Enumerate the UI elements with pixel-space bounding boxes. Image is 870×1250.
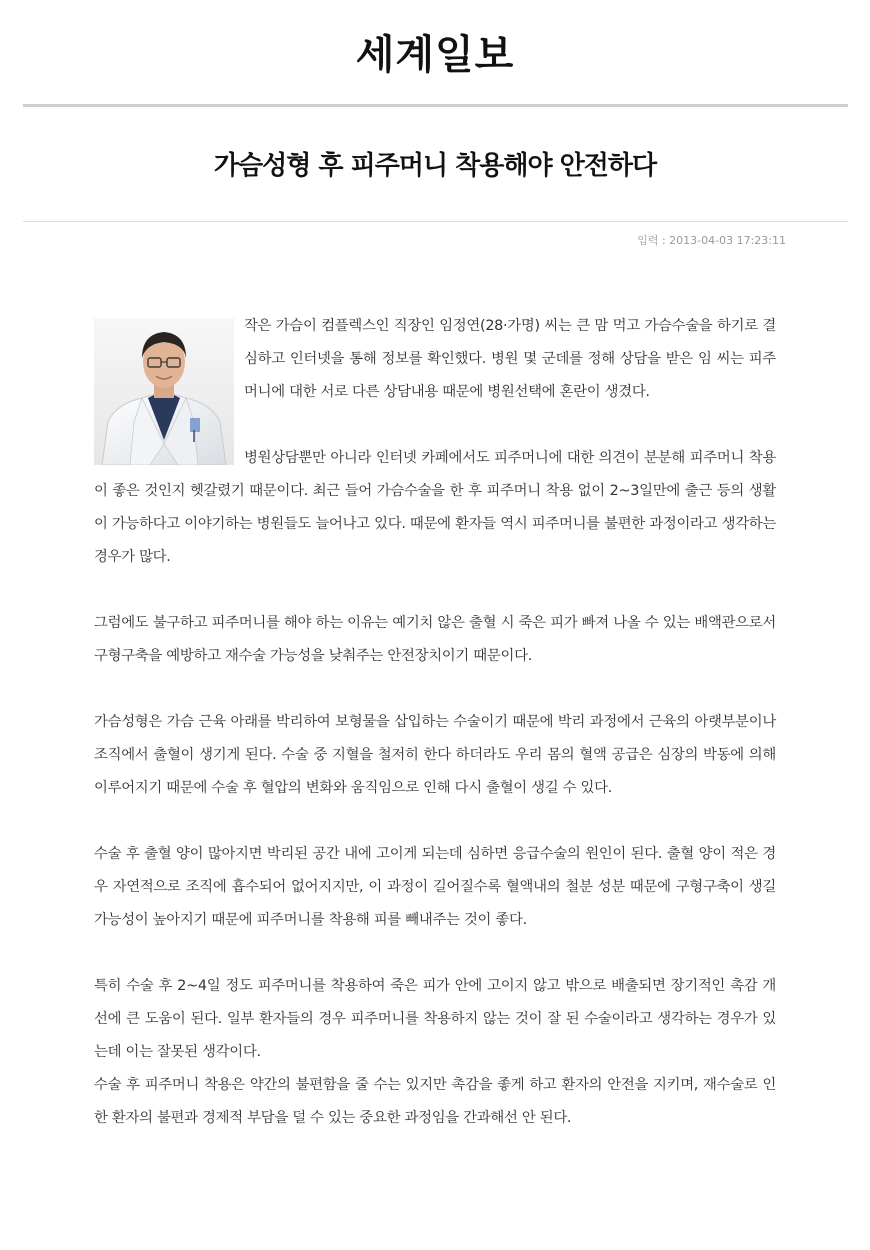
paragraph-gap (94, 937, 776, 970)
article-paragraph: 병원상담뿐만 아니라 인터넷 카페에서도 피주머니에 대한 의견이 분분해 피주머니 착용이 좋은 것인지 헷갈렸기 때문이다. 최근 들어 가슴수술을 한 후 피주머니 착용 없이 2~3일만에 출근 등의 생활이 가능하다고 이야기하는 병원들도 늘어나고 있다. 때문에 환자들 역시 피주머니를 불편한 과정이라고 생각하는 경우가 많다. (94, 450, 776, 565)
article-body (94, 310, 776, 1135)
paragraph-gap (94, 574, 776, 607)
article-title: 가슴성형 후 피주머니 착용해야 안전하다 (213, 151, 657, 181)
article-paragraph: 가슴성형은 가슴 근육 아래를 박리하여 보형물을 삽입하는 수술이기 때문에 박리 과정에서 근육의 아랫부분이나 조직에서 출혈이 생기게 된다. 수술 중 지혈을 철저히 한다 하더라도 우리 몸의 혈액 공급은 심장의 박동에 의해 이루어지기 때문에 수술 후 혈압의 변화와 움직임으로 인해 다시 출혈이 생길 수 있다. (94, 714, 776, 796)
article-paragraph: 수술 후 출혈 양이 많아지면 박리된 공간 내에 고이게 되는데 심하면 응급수술의 원인이 된다. 출혈 양이 적은 경우 자연적으로 조직에 흡수되어 없어지지만, 이 과정이 길어질수록 혈액내의 철분 성분 때문에 구형구축이 생길 가능성이 높아지기 때문에 피주머니를 착용해 피를 빼내주는 것이 좋다. (94, 846, 776, 928)
article-paragraph: 그럼에도 불구하고 피주머니를 해야 하는 이유는 예기치 않은 출혈 시 죽은 피가 빠져 나올 수 있는 배액관으로서 구형구축을 예방하고 재수술 가능성을 낮춰주는 안전장치이기 때문이다. (94, 615, 776, 664)
paragraph-gap (94, 805, 776, 838)
title-divider (23, 221, 848, 222)
article-paragraph: 작은 가슴이 컴플렉스인 직장인 임정연(28·가명) 씨는 큰 맘 먹고 가슴수술을 하기로 결심하고 인터넷을 통해 정보를 확인했다. 병원 몇 군데를 정해 상담을 받은 임 씨는 피주머니에 대한 서로 다른 상담내용 때문에 병원선택에 혼란이 생겼다. (244, 318, 776, 400)
article-paragraph: 수술 후 피주머니 착용은 약간의 불편함을 줄 수는 있지만 촉감을 좋게 하고 환자의 안전을 지키며, 재수술로 인한 환자의 불편과 경제적 부담을 덜 수 있는 중요한 과정임을 간과해선 안 된다. (94, 1077, 776, 1126)
article-date: 입력 : 2013-04-03 17:23:11 (637, 234, 786, 247)
header-divider (23, 104, 848, 107)
paragraph-gap (94, 673, 776, 706)
newspaper-logo[interactable]: 세계일보 (355, 31, 515, 78)
article-paragraph: 특히 수술 후 2~4일 정도 피주머니를 착용하여 죽은 피가 안에 고이지 않고 밖으로 배출되면 장기적인 촉감 개선에 큰 도움이 된다. 일부 환자들의 경우 피주머니를 착용하지 않는 것이 잘 된 수술이라고 생각하는 경우가 있는데 이는 잘못된 생각이다. (94, 978, 776, 1060)
